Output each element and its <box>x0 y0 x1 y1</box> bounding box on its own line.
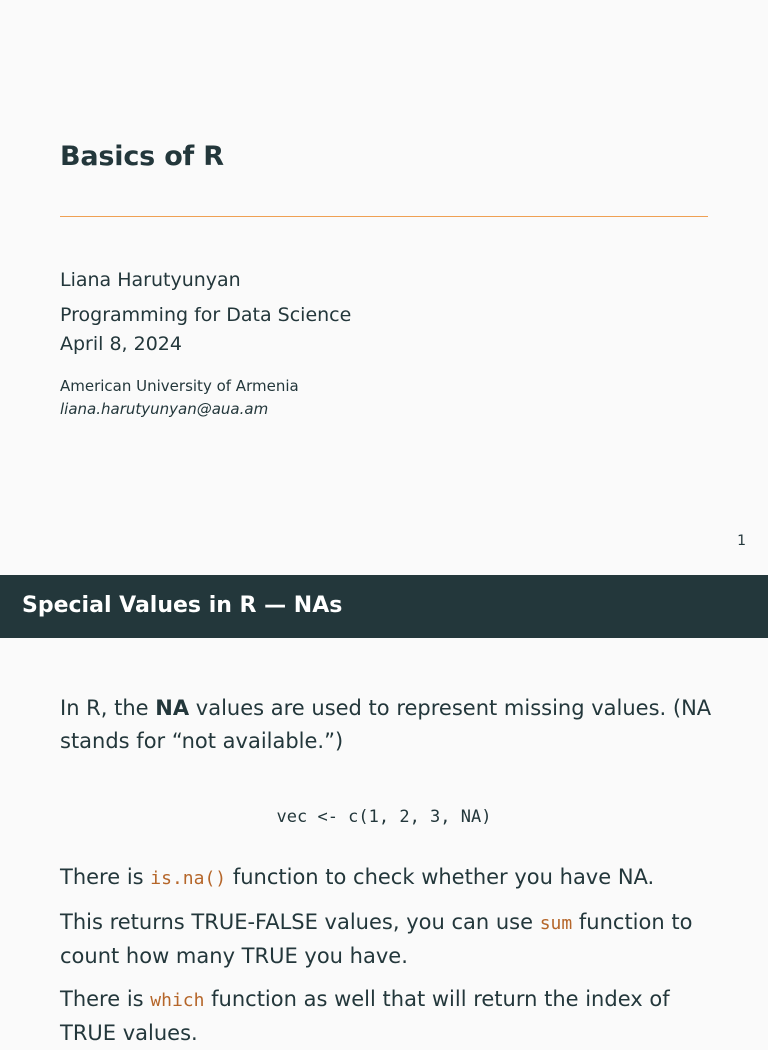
frame-title: Special Values in R — NAs <box>22 593 343 618</box>
na-intro-paragraph <box>60 692 720 758</box>
text-run: This returns TRUE-FALSE values, you can use <box>60 910 540 934</box>
author-name: Liana Harutyunyan <box>60 269 241 291</box>
title-divider <box>60 216 708 217</box>
presentation-title: Basics of R <box>60 141 224 172</box>
sum-paragraph <box>60 906 720 973</box>
author-email: liana.harutyunyan@aua.am <box>60 400 269 418</box>
inline-code: sum <box>539 913 573 934</box>
page-number: 1 <box>737 533 746 549</box>
which-paragraph <box>60 983 720 1050</box>
inline-code: is.na() <box>150 868 227 889</box>
code-block: vec <- c(1, 2, 3, NA) <box>276 807 492 827</box>
institute-name: American University of Armenia <box>60 377 299 395</box>
course-subtitle: Programming for Data Science <box>60 304 352 326</box>
na-keyword: NA <box>155 696 190 720</box>
text-run: In R, the <box>60 696 156 720</box>
inline-code: which <box>150 990 205 1011</box>
presentation-date: April 8, 2024 <box>60 333 182 355</box>
frame-title-bar <box>0 575 768 638</box>
text-run: function as well that will return the index of TRUE values. <box>60 987 670 1045</box>
text-run: values are used to represent missing values. (NA stands for “not available.”) <box>60 696 712 753</box>
text-run: There is <box>60 987 151 1011</box>
is-na-paragraph <box>60 861 720 895</box>
text-run: function to count how many TRUE you have. <box>60 910 693 968</box>
text-run: There is <box>60 865 151 889</box>
content-slide <box>0 574 768 1045</box>
text-run: function to check whether you have NA. <box>226 865 655 889</box>
